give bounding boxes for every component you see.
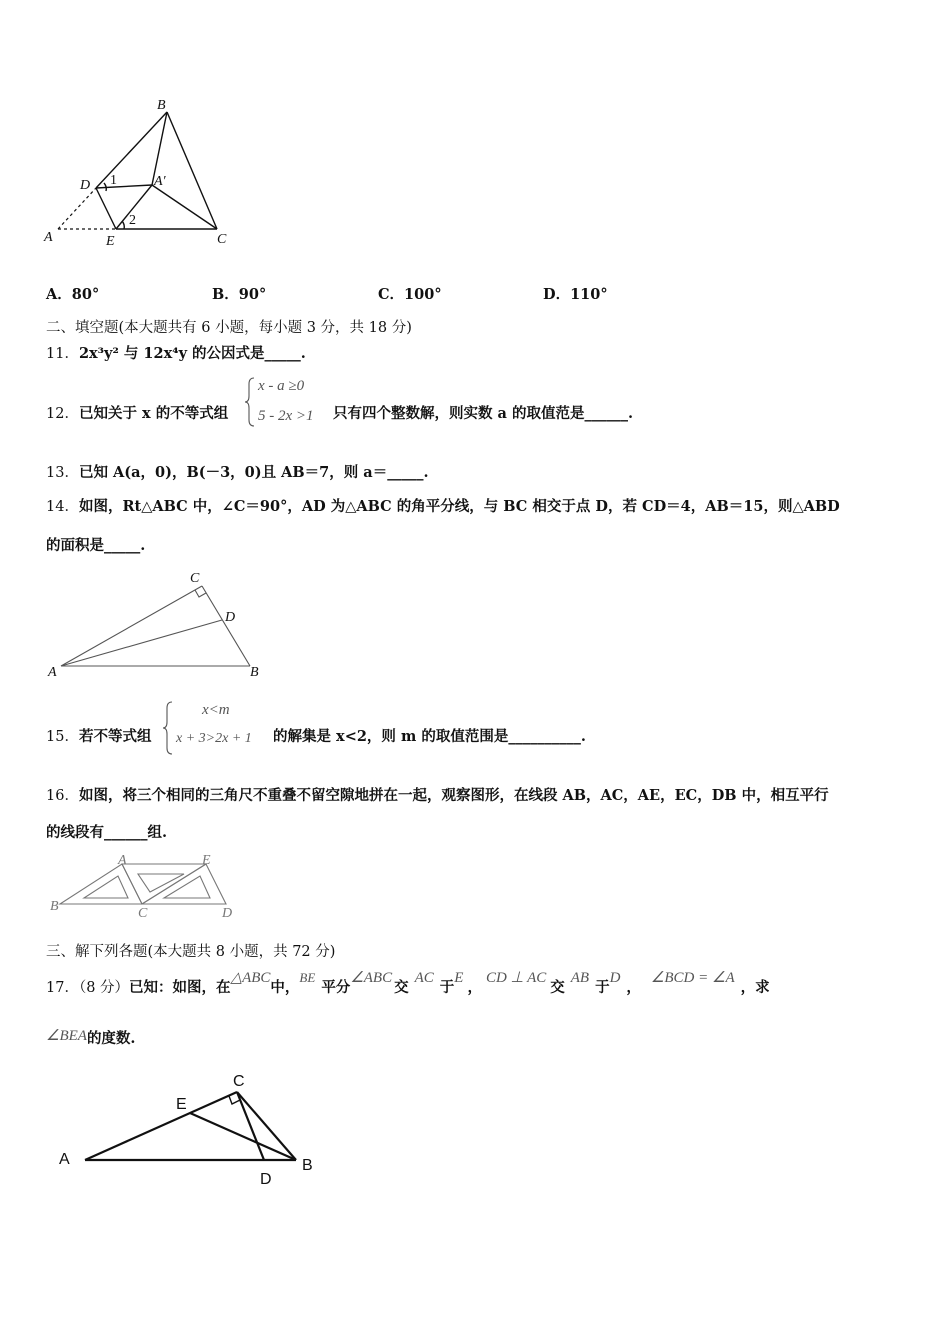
edge-AC (61, 586, 202, 666)
label-E: E (176, 1096, 187, 1113)
label-C: C (217, 232, 227, 247)
edge-BE (190, 1113, 296, 1160)
label-A: A (118, 853, 127, 868)
label-A: A (59, 1151, 70, 1168)
label-B: B (302, 1157, 313, 1174)
brace-q12 (244, 376, 256, 428)
edge-CD (237, 1092, 264, 1160)
option-letter: A． (46, 286, 72, 303)
q17-text: 的度数. (86, 1030, 136, 1047)
label-C: C (233, 1073, 245, 1090)
label-B: B (50, 899, 59, 914)
label-E: E (106, 234, 115, 249)
question-17-line1 (46, 970, 770, 998)
option-value: 80° (71, 286, 100, 303)
triangle-CED-inner (164, 876, 210, 898)
question-number: 16． (46, 788, 79, 804)
option-letter: D． (543, 286, 571, 303)
option-d (543, 285, 608, 305)
question-17-line2 (46, 1029, 136, 1049)
label-B: B (157, 98, 166, 113)
q17-text: ，求 (740, 979, 770, 996)
label-B: B (250, 665, 259, 680)
question-text: 已知 A(a，0)，B(－3，0)且 AB＝7，则 a＝_____. (78, 464, 429, 481)
q17-text: ， (626, 979, 641, 996)
option-value: 110° (570, 286, 608, 303)
q17-math: ∠BCD = ∠A (650, 970, 735, 986)
option-b (212, 285, 266, 305)
question-text: 2x³y² 与 12x⁴y 的公因式是_____. (78, 345, 306, 362)
triangle-ACE-inner (138, 874, 184, 892)
label-angle-2: 2 (129, 213, 136, 228)
label-angle-1: 1 (110, 173, 117, 188)
label-E: E (202, 853, 211, 868)
q17-text: 交 (394, 979, 409, 996)
question-number: 17． (46, 980, 79, 996)
q17-text: 于 (595, 979, 610, 996)
question-text-after: 只有四个整数解，则实数 a 的取值范是______. (333, 405, 634, 422)
question-11 (46, 344, 306, 364)
q17-text: 交 (550, 979, 565, 996)
option-letter: B． (212, 286, 239, 303)
angle-2-arc (122, 221, 124, 229)
edge-AD (61, 620, 222, 666)
edge-AC (85, 1092, 237, 1160)
question-14-line1 (46, 497, 840, 517)
edge-CB (202, 586, 250, 666)
label-A: A (44, 230, 53, 245)
edge-DE (96, 188, 116, 229)
q17-math: ∠BEA (46, 1028, 87, 1044)
question-text-before: 若不等式组 (78, 728, 152, 745)
question-12 (46, 404, 228, 424)
q17-math: D (609, 970, 621, 986)
label-Aprime: A′ (154, 174, 166, 189)
option-letter: C． (378, 286, 405, 303)
q17-text: ， (467, 979, 482, 996)
question-number: 14． (46, 499, 79, 515)
system-line-2: 5 - 2x >1 (258, 408, 314, 424)
q17-math: CD ⊥ AC (485, 970, 547, 986)
question-14-line2: 的面积是_____. (46, 537, 146, 554)
question-points: （8 分） (78, 980, 130, 996)
q17-math: BE (299, 970, 316, 985)
q17-text: 于 (439, 979, 455, 996)
label-D: D (222, 906, 233, 921)
q17-math: AB (570, 970, 590, 986)
figure-q16 (46, 852, 246, 924)
system-line-2: x + 3>2x + 1 (176, 731, 252, 746)
system-line-1: x - a ≥0 (258, 378, 305, 394)
question-text: 如图，Rt△ABC 中，∠C＝90°，AD 为△ABC 的角平分线，与 BC 相交于点 D，若 CD＝4，AB＝15，则△ABD (78, 498, 840, 515)
question-number: 11． (46, 346, 79, 362)
q17-text: 平分 (321, 979, 351, 996)
option-c (378, 285, 442, 305)
question-text-after: 的解集是 x<2，则 m 的取值范围是__________. (273, 728, 586, 745)
label-A: A (48, 665, 57, 680)
figure-q17 (50, 1065, 340, 1195)
brace-q15 (162, 700, 174, 756)
figure-q10 (40, 95, 250, 255)
label-C: C (138, 906, 148, 921)
q17-math: AC (414, 970, 434, 986)
edge-CB (237, 1092, 296, 1160)
triangle-ABC-inner (84, 876, 128, 898)
option-a (46, 285, 99, 305)
edge-DAprime (96, 185, 152, 188)
right-angle-mark (195, 590, 206, 597)
system-line-1: x<m (202, 702, 230, 718)
q17-text: 中， (270, 979, 300, 996)
q17-math: E (454, 970, 464, 986)
dashed-AD (58, 188, 96, 229)
figure-q14 (40, 562, 280, 682)
section3-heading: 三、解下列各题(本大题共 8 小题，共 72 分) (46, 944, 336, 960)
label-D: D (260, 1171, 272, 1188)
q17-math: △ABC (230, 970, 271, 986)
question-16-line2: 的线段有______组. (46, 824, 168, 841)
question-15 (46, 727, 151, 747)
label-D: D (80, 178, 91, 193)
question-number: 13． (46, 465, 79, 481)
question-text-before: 已知关于 x 的不等式组 (78, 405, 229, 422)
q17-math: ∠ABC (350, 970, 393, 986)
section2-heading: 二、填空题(本大题共有 6 小题，每小题 3 分，共 18 分) (46, 320, 412, 336)
question-text: 如图，将三个相同的三角尺不重叠不留空隙地拼在一起，观察图形，在线段 AB，AC，AE，EC，DB 中，相互平行 (78, 787, 829, 804)
option-value: 100° (404, 286, 442, 303)
question-16-line1 (46, 786, 829, 806)
question-number: 12． (46, 406, 79, 422)
label-D: D (225, 610, 236, 625)
q17-text: 已知：如图，在 (129, 979, 231, 996)
label-C: C (190, 571, 200, 586)
question-number: 15． (46, 729, 79, 745)
option-value: 90° (238, 286, 267, 303)
question-13 (46, 463, 429, 483)
